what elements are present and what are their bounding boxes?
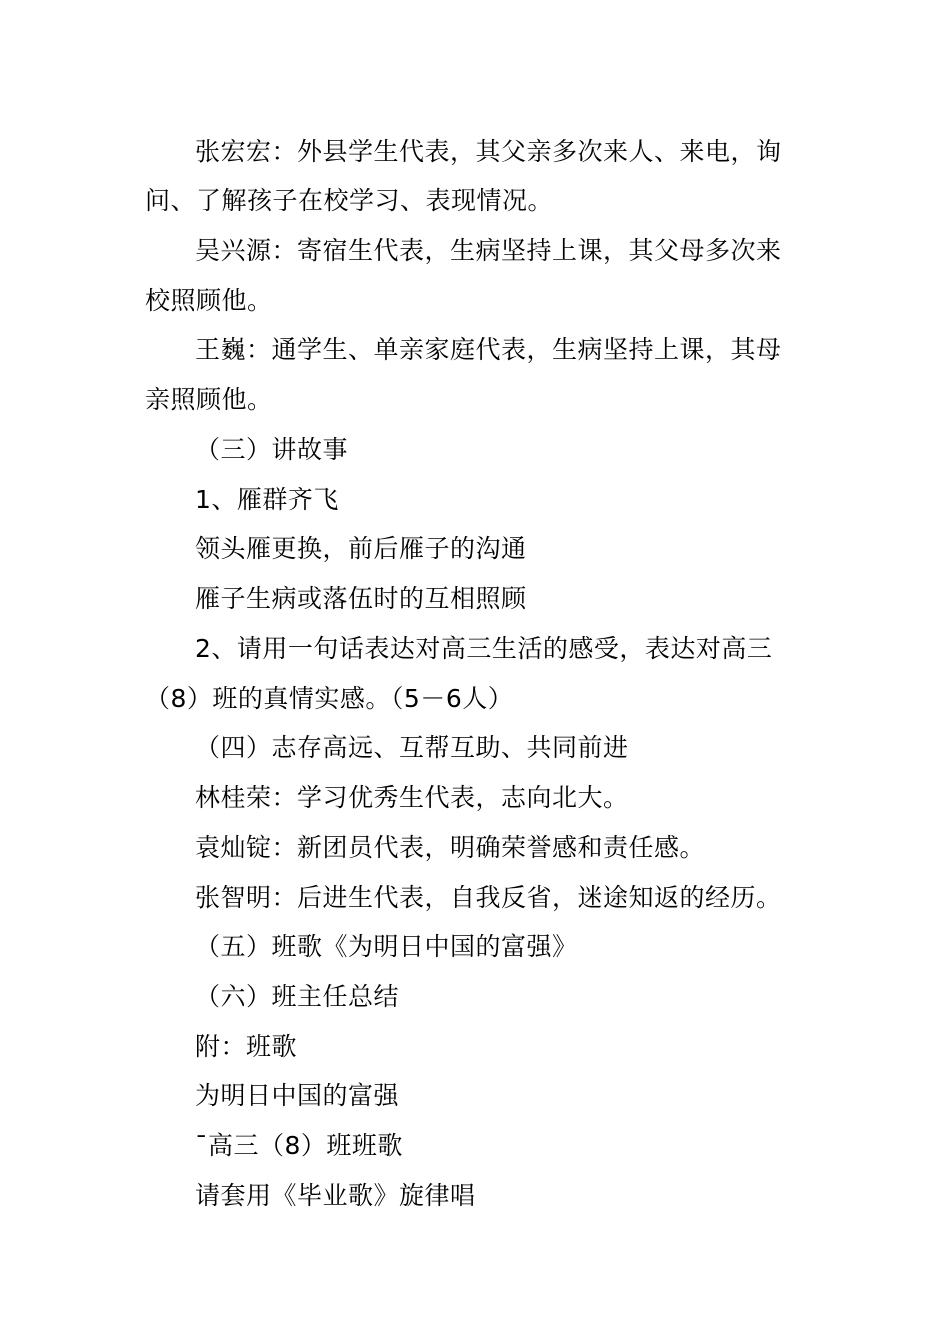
song-subtitle: ¯高三（8）班班歌 bbox=[195, 1131, 403, 1160]
paragraph-wang-wei-cont: 亲照顾他。 bbox=[145, 385, 273, 414]
section-heading-6: （六）班主任总结 bbox=[195, 982, 400, 1011]
paragraph-wang-wei: 王巍：通学生、单亲家庭代表，生病坚持上课，其母 bbox=[195, 335, 782, 364]
paragraph-wu-xingyuan: 吴兴源：寄宿生代表，生病坚持上课，其父母多次来 bbox=[195, 236, 782, 265]
paragraph-zhang-honghong-cont: 问、了解孩子在校学习、表现情况。 bbox=[145, 186, 554, 215]
list-item-1-detail-1: 领头雁更换，前后雁子的沟通 bbox=[195, 534, 527, 563]
paragraph-yuan-canding: 袁灿锭：新团员代表，明确荣誉感和责任感。 bbox=[195, 833, 706, 862]
paragraph-lin-guirong: 林桂荣：学习优秀生代表，志向北大。 bbox=[195, 783, 629, 812]
list-item-1: 1、雁群齐飞 bbox=[195, 485, 339, 514]
appendix-label: 附：班歌 bbox=[195, 1032, 298, 1061]
song-title: 为明日中国的富强 bbox=[195, 1081, 400, 1110]
song-melody-note: 请套用《毕业歌》旋律唱 bbox=[195, 1181, 476, 1210]
paragraph-zhang-zhiming: 张智明：后进生代表，自我反省，迷途知返的经历。 bbox=[195, 883, 782, 912]
section-heading-4: （四）志存高远、互帮互助、共同前进 bbox=[195, 733, 629, 762]
paragraph-wu-xingyuan-cont: 校照顾他。 bbox=[145, 286, 273, 315]
list-item-1-detail-2: 雁子生病或落伍时的互相照顾 bbox=[195, 584, 527, 613]
section-heading-3: （三）讲故事 bbox=[195, 435, 349, 464]
list-item-2: 2、请用一句话表达对高三生活的感受，表达对高三 bbox=[195, 634, 773, 663]
list-item-2-cont: （8）班的真情实感。（5－6人） bbox=[145, 684, 514, 713]
paragraph-zhang-honghong: 张宏宏：外县学生代表，其父亲多次来人、来电，询 bbox=[195, 137, 782, 166]
section-heading-5: （五）班歌《为明日中国的富强》 bbox=[195, 932, 578, 961]
